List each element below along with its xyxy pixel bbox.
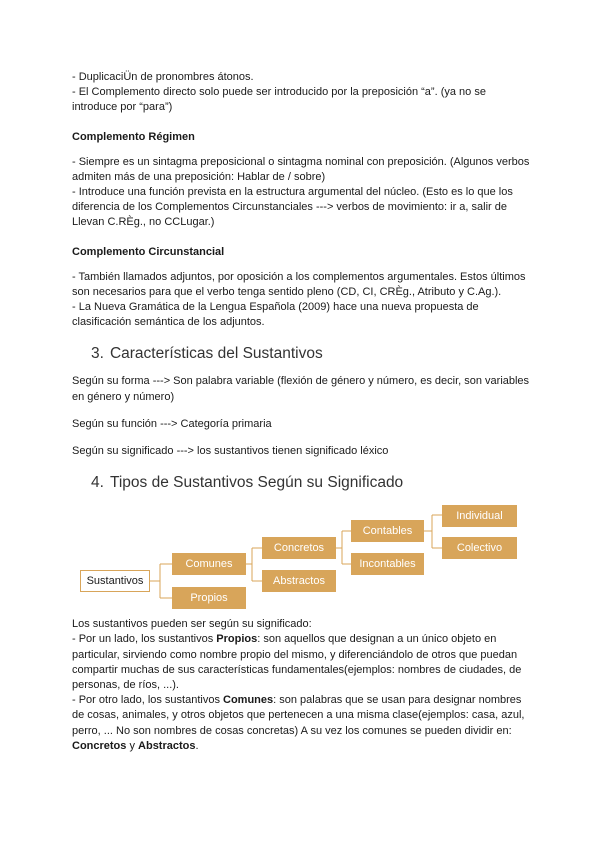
node-contables: Contables <box>351 520 424 542</box>
feature-funcion: Según su función ---> Categoría primaria <box>72 417 272 430</box>
section-3-heading <box>91 344 532 364</box>
propios-pre: - Por un lado, los sustantivos <box>72 633 217 646</box>
node-sustantivos: Sustantivos <box>80 570 150 592</box>
abstractos-bold: Abstractos <box>138 739 196 752</box>
regimen-block <box>72 155 532 231</box>
circunstancial-paragraph-1: - También llamados adjuntos, por oposición a los complementos argumentales. Estos últimos son necesarios para que el verbo tenga sentido pleno (CD, CI, CRÈg., Atributo y C.Ag.). <box>72 270 526 298</box>
regimen-paragraph-2: - Introduce una función prevista en la estructura argumental del núcleo. (Esto es lo que los diferencia de los Complementos Circunstanciales ---> verbos de movimiento: ir a, salir de Llevan C.RÈg., no CCLugar.) <box>72 186 513 229</box>
node-propios: Propios <box>172 587 246 609</box>
section-4-title: Tipos de Sustantivos Según su Significado <box>109 474 404 492</box>
document-page <box>72 70 532 754</box>
intro-line-2: - El Complemento directo solo puede ser introducido por la preposición “a”. (ya no se introduce por “para”) <box>72 86 486 114</box>
summary-propios <box>72 632 532 693</box>
comunes-and: y <box>126 739 139 752</box>
node-concretos: Concretos <box>262 537 336 559</box>
circunstancial-block <box>72 270 532 331</box>
node-abstractos: Abstractos <box>262 570 336 592</box>
node-individual: Individual <box>442 505 517 527</box>
regimen-paragraph-1: - Siempre es un sintagma preposicional o sintagma nominal con preposición. (Algunos verbos admiten más de una preposición: Hablar de / sobre) <box>72 155 530 183</box>
summary-comunes <box>72 693 532 754</box>
intro-block <box>72 70 532 116</box>
summary-intro: Los sustantivos pueden ser según su significado: <box>72 618 312 631</box>
feature-significado: Según su significado ---> los sustantivos tienen significado léxico <box>72 445 389 458</box>
propios-bold: Propios <box>216 633 258 646</box>
propios-post: : son aquellos que designan a un único objeto en particular, sirviendo como nombre propio del mismo, y diferenciándolo de otros que puedan compartir muchas de sus características fundamentales(ejemplos: nombres de ciudades, de personas, de ríos, ...). <box>72 633 522 692</box>
regimen-title: Complemento Régimen <box>72 130 195 143</box>
comunes-end: . <box>195 739 199 752</box>
section-4-number: 4. <box>91 474 104 492</box>
section-3-title: Características del Sustantivos <box>109 345 323 363</box>
circunstancial-paragraph-2: - La Nueva Gramática de la Lengua Española (2009) hace una nueva propuesta de clasificación semántica de los adjuntos. <box>72 301 479 329</box>
section-3-number: 3. <box>91 345 104 363</box>
feature-forma: Según su forma ---> Son palabra variable (flexión de género y número, es decir, son variables en género y número) <box>72 375 530 403</box>
comunes-pre: - Por otro lado, los sustantivos <box>72 694 224 707</box>
section-4-heading <box>91 473 532 493</box>
intro-line-1: - DuplicaciÜn de pronombres átonos. <box>72 71 254 83</box>
circunstancial-title: Complemento Circunstancial <box>72 245 225 258</box>
comunes-bold: Comunes <box>223 694 274 707</box>
concretos-bold: Concretos <box>72 739 127 752</box>
comunes-mid: : son palabras que se usan para designar nombres de cosas, animales, y otros objetos que pertenecen a una misma clase(ejemplos: casa, azul, perro, ... No son nombres de cosas concretas) A su vez los comunes se pueden dividir en: <box>72 694 525 737</box>
summary-block <box>72 617 532 754</box>
noun-types-diagram <box>72 505 532 613</box>
node-colectivo: Colectivo <box>442 537 517 559</box>
node-comunes: Comunes <box>172 553 246 575</box>
node-incontables: Incontables <box>351 553 424 575</box>
